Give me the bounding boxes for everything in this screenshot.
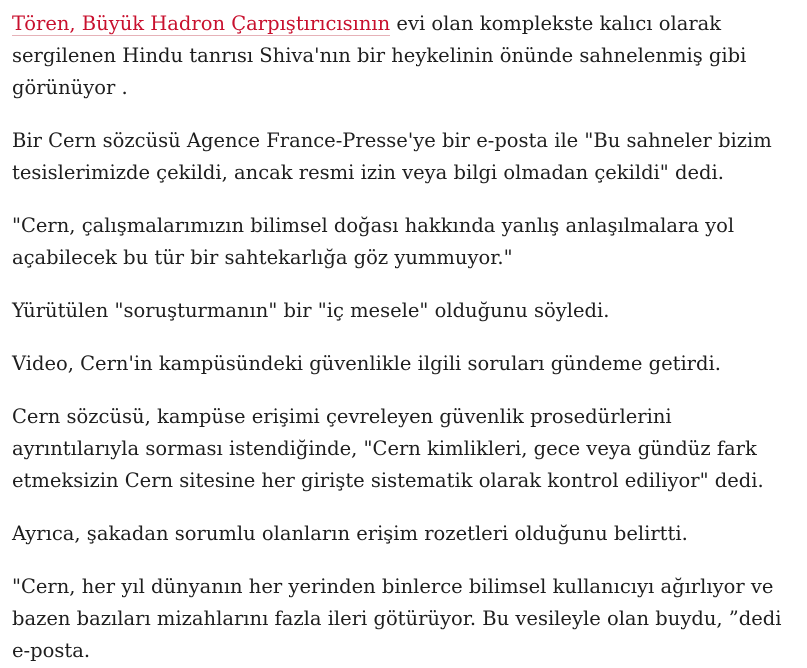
paragraph-6: Cern sözcüsü, kampüse erişimi çevreleyen güvenlik prosedürlerini ayrıntılarıyla sorması istendiğinde, "Cern kimlikleri, gece veya gündüz fark etmeksizin Cern sitesine her girişte sistematik olarak kontrol ediliyor" dedi. xyxy=(12,405,764,492)
hadron-collider-link[interactable]: Tören, Büyük Hadron Çarpıştırıcısının xyxy=(12,12,391,35)
paragraph-8: "Cern, her yıl dünyanın her yerinden binlerce bilimsel kullanıcıyı ağırlıyor ve bazen bazıları mizahlarını fazla ileri götürüyor. Bu vesileyle olan buydu, ”dedi e-posta. xyxy=(12,575,782,662)
paragraph-1-text: evi olan komplekste kalıcı olarak sergilenen Hindu tanrısı Shiva'nın bir heykelinin önünde sahnelenmiş gibi görünüyor . xyxy=(12,12,747,99)
paragraph-4: Yürütülen "soruşturmanın" bir "iç mesele" olduğunu söyledi. xyxy=(12,299,610,322)
paragraph-1 xyxy=(12,8,795,104)
paragraph-2: Bir Cern sözcüsü Agence France-Presse'ye bir e-posta ile "Bu sahneler bizim tesislerimizde çekildi, ancak resmi izin veya bilgi olmadan çekildi" dedi. xyxy=(12,129,772,184)
paragraph-7: Ayrıca, şakadan sorumlu olanların erişim rozetleri olduğunu belirtti. xyxy=(12,522,688,545)
paragraph-3: "Cern, çalışmalarımızın bilimsel doğası hakkında yanlış anlaşılmalara yol açabilecek bu tür bir sahtekarlığa göz yummuyor." xyxy=(12,214,735,269)
paragraph-5: Video, Cern'in kampüsündeki güvenlikle ilgili soruları gündeme getirdi. xyxy=(12,352,721,375)
